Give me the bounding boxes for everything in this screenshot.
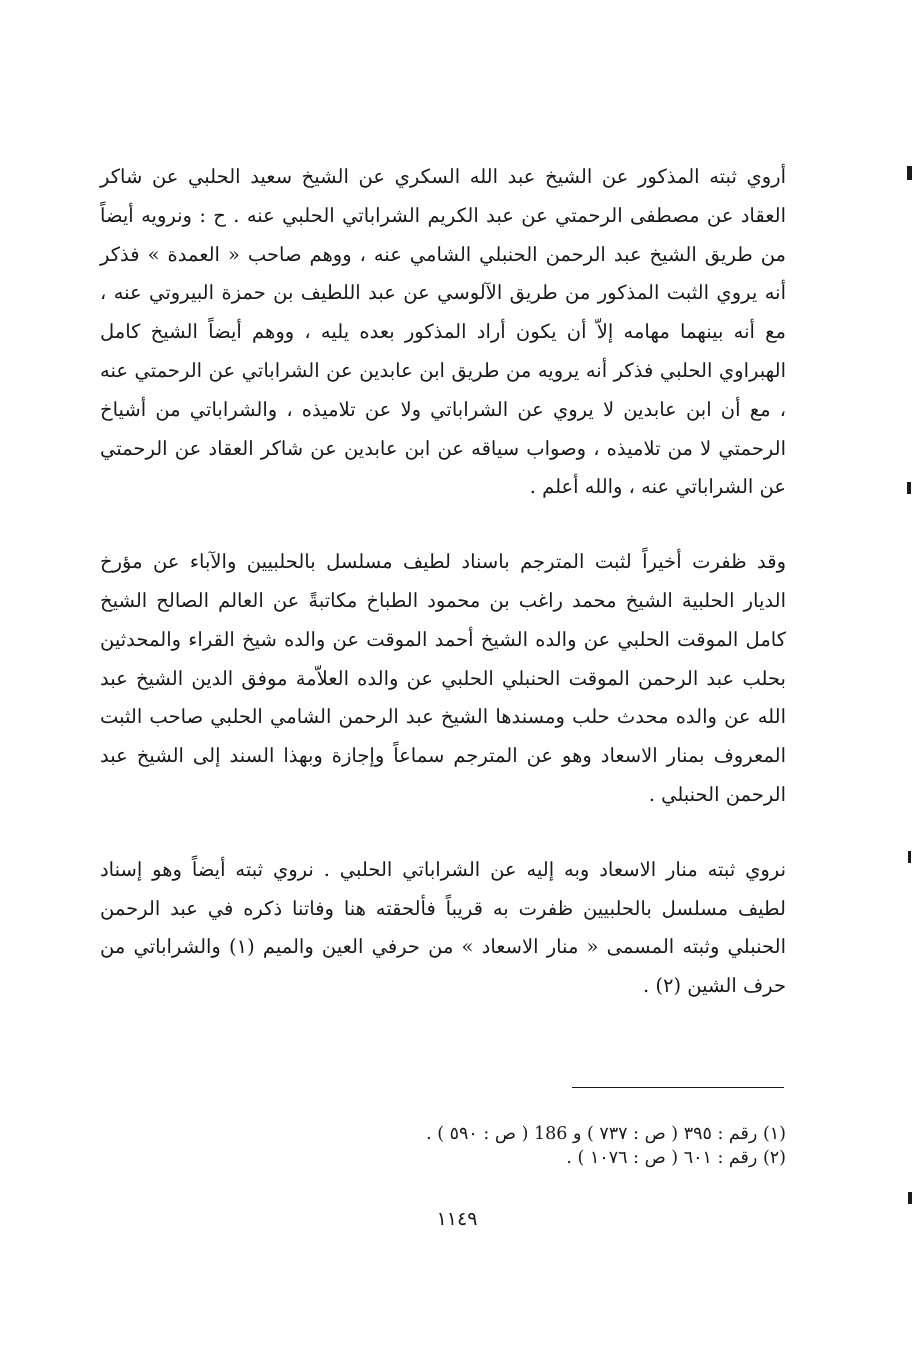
scan-margin-mark xyxy=(907,482,911,494)
main-text xyxy=(100,158,786,1006)
footnote-2: (٢) رقم : ٦٠١ ( ص : ١٠٧٦ ) . xyxy=(566,1148,786,1168)
scan-margin-mark xyxy=(907,166,912,180)
scan-margin-mark xyxy=(908,1192,912,1204)
footnote-separator xyxy=(572,1087,784,1088)
scan-margin-mark xyxy=(908,851,911,863)
footnote-1: (١) رقم : ٣٩٥ ( ص : ٧٣٧ ) و 186 ( ص : ٥٩٠ ) . xyxy=(426,1124,786,1144)
page-number: ١١٤٩ xyxy=(436,1208,478,1230)
paragraph-1: أروي ثبته المذكور عن الشيخ عبد الله السكري عن الشيخ سعيد الحلبي عن شاكر العقاد عن مصطفى الرحمتي عن عبد الكريم الشراباتي الحلبي عنه . ح : ونرويه أيضاً من طريق الشيخ عبد الرحمن الحنبلي الشامي عنه ، ووهم صاحب « العمدة » فذكر أنه يروي الثبت المذكور من طريق الآلوسي عن عبد اللطيف بن حمزة البيروتي عنه ، مع أنه بينهما مهامه إلاّ أن يكون أراد المذكور بعده يليه ، ووهم أيضاً الشيخ كامل الهبراوي الحلبي فذكر أنه يرويه من طريق ابن عابدين عن الشراباتي عن الرحمتي عنه ، مع أن ابن عابدين لا يروي عن الشراباتي ولا عن تلاميذه ، والشراباتي من أشياخ الرحمتي لا من تلاميذه ، وصواب سياقه عن ابن عابدين عن شاكر العقاد عن الرحمتي عن الشراباتي عنه ، والله أعلم . xyxy=(100,165,786,499)
paragraph-2: وقد ظفرت أخيراً لثبت المترجم باسناد لطيف مسلسل بالحلبيين والآباء عن مؤرخ الديار الحلبية الشيخ محمد راغب بن محمود الطباخ مكاتبةً عن العالم الصالح الشيخ كامل الموقت الحلبي عن والده الشيخ أحمد الموقت عن والده شيخ القراء والمحدثين بحلب عبد الرحمن الموقت الحنبلي الحلبي عن والده العلاّمة موفق الدين الشيخ عبد الله عن والده محدث حلب ومسندها الشيخ عبد الرحمن الشامي الحلبي صاحب الثبت المعروف بمنار الاسعاد وهو عن المترجم سماعاً وإجازة وبهذا السند إلى الشيخ عبد الرحمن الحنبلي . xyxy=(100,550,786,806)
footnotes xyxy=(250,1122,786,1170)
paragraph-3: نروي ثبته منار الاسعاد وبه إليه عن الشراباتي الحلبي . نروي ثبته أيضاً وهو إسناد لطيف مسلسل بالحلبيين ظفرت به قريباً فألحقته هنا وفاتنا ذكره في عبد الرحمن الحنبلي وثبته المسمى « منار الاسعاد » من حرفي العين والميم (١) والشراباتي من حرف الشين (٢) . xyxy=(100,857,786,998)
